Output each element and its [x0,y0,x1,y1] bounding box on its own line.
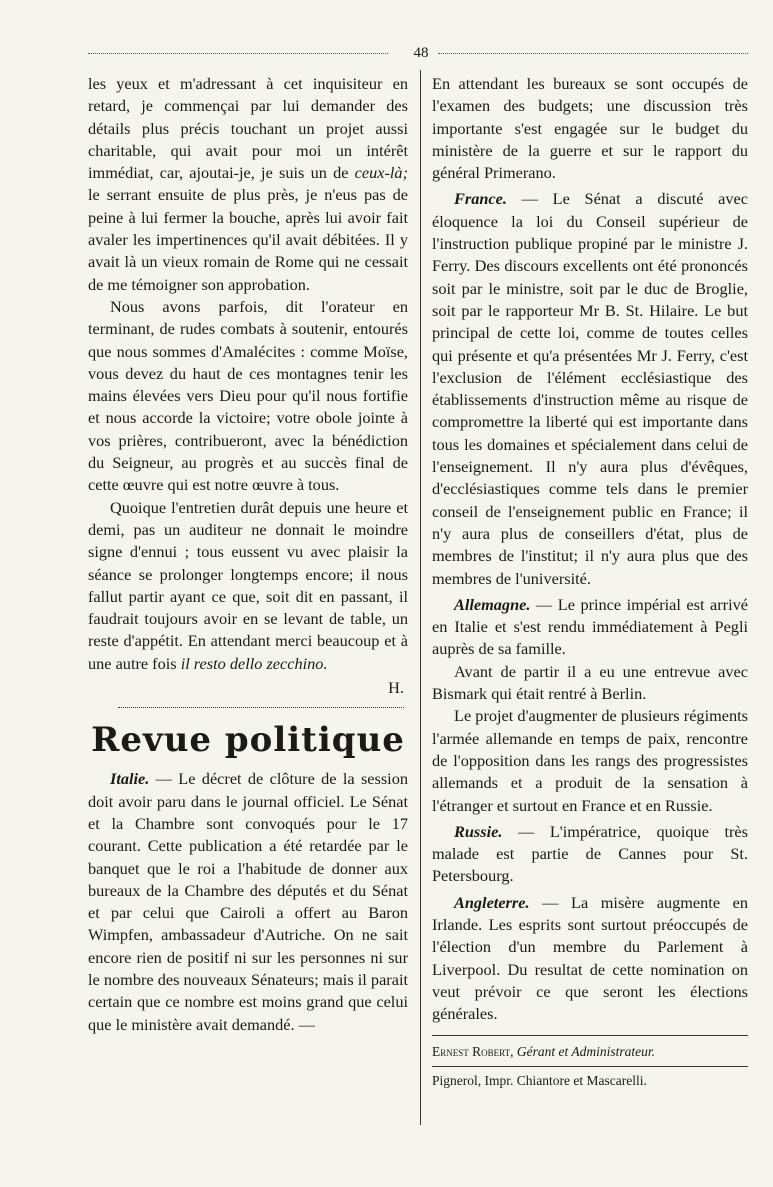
news-text: — La misère augmente en Irlande. Les esprits sont surtout préoccupés de l'élection d'un membre du Parlement à Liverpool. Du resultat de cette nomination on veut prévoir ce que seront les élections générales. [432,892,748,1024]
country-label: Angleterre. [454,892,530,912]
paragraph-text: les yeux et m'adressant à cet inquisiteur en retard, je commençai par lui demander des détails plus précis touchant un projet aussi charitable, qui avait pour moi un intérêt immédiat, car, ajoutai-je, je suis un de [88,74,408,183]
country-label: Italie. [110,769,150,789]
paragraph-conclusion [88,497,408,675]
left-column [88,73,408,1036]
manager-role: Gérant et Administrateur. [516,1044,655,1060]
manager-name: Ernest Robert, [432,1044,514,1060]
country-label: Allemagne. [454,594,531,614]
country-label: Russie. [454,821,503,841]
right-column [432,73,748,1091]
news-allemagne-p2: Avant de partir il a eu une entrevue avec Bismark qui était rentré à Berlin. [432,661,748,704]
italic-phrase: il resto dello zecchino. [180,653,328,673]
column-divider [420,70,421,1125]
news-russie [432,821,748,888]
footer-rule-2 [432,1066,748,1067]
footer-rule [432,1035,748,1036]
page-header [88,44,748,62]
news-text: — Le Sénat a discuté avec éloquence la loi du Conseil supérieur de l'instruction publique propiné par le ministre J. Ferry. Des discours excellents ont été prononcés soit par le ministre, soit par le duc de Broglie, soit par le rapporteur Mr B. St. Hilaire. Le but principal de cette loi, comme de toutes celles qui présente et qu'a présentées Mr J. Ferry, c'est l'exclusion de l'élément ecclésiastique des établissements d'instruction même au risque de compromettre la liberté qui est importante dans tous les domaines et spécialement dans celui de l'enseignement. Il n'y aura plus d'évêques, d'ecclésiastiques comme tels dans le premier conseil de l'enseignement public en France; il n'y aura plus de conseillers d'état, plus de membres de l'institut; il n'y aura plus que des membres de l'université. [432,189,748,588]
paragraph-text-end: le serrant ensuite de plus près, je n'eus pas de peine à lui fermer la bouche, après lui avoir fait avaler les impertinences qu'il avait débitées. Il y avait là un vieux romain de Rome qui ne cessait de me témoigner son approbation. [88,185,408,294]
header-rule-left [88,53,388,54]
section-title: Revue politique [91,720,405,761]
footer-manager [432,1042,748,1062]
news-france [432,188,748,589]
news-italie [88,768,408,1036]
news-allemagne [432,594,748,661]
news-text: — Le prince impérial est arrivé en Italie et s'est rendu immédiatement à Pegli auprès de sa famille. [432,594,748,659]
news-angleterre [432,892,748,1026]
news-text: — Le décret de clôture de la session doit avoir paru dans le journal officiel. Le Sénat et la Chambre sont convoqués pour le 17 courant. Cette publication a été retardée par le banquet que le roi a l'habitude de donner aux bureaux de la Chambre des députés et du Sénat et par celui que Cairoli a offert au Baron Wimpfen, ambassadeur d'Autriche. On ne sait encore rien de positif ni sur les personnes ni sur le nombre des nouveaux Sénateurs; mais il parait certain que ce nombre est moins grand que celui que le ministère avait demandé. — [88,769,408,1034]
paragraph-text: Quoique l'entretien durât depuis une heure et demi, pas un auditeur ne donnait le moindre signe d'ennui ; tous eussent vu avec plaisir la séance se prolonger longtemps encore; il nous fallut partir ayant ce que, soit dit en passant, il faudrait toujours avoir en se levant de table, un reste d'appétit. En attendant merci beaucoup et à une autre fois [88,497,408,673]
page-number: 48 [413,45,429,61]
paragraph-speech: Nous avons parfois, dit l'orateur en terminant, de rudes combats à soutenir, entourés que nous sommes d'Amalécites : comme Moïse, vous devez du haut de ces montagnes tenir les mains élevées vers Dieu pour qu'il nous fortifie et nous accorde la victoire; votre obole jointe à vos prières, contribueront, avec la bénédiction du Seigneur, au progrès et au succès final de cette œuvre qui est notre œuvre à tous. [88,296,408,495]
italic-phrase: ceux-là; [354,163,408,183]
news-allemagne-p3: Le projet d'augmenter de plusieurs régiments l'armée allemande en temps de paix, rencontre de l'opposition dans les rangs des progressistes allemands et a produit de la sensation à l'étranger et surtout en France et en Russie. [432,706,748,815]
country-label: France. [454,189,507,209]
header-rule-right [438,53,748,54]
news-text: — L'impératrice, quoique très malade est partie de Cannes pour St. Petersbourg. [432,821,748,886]
footer-printer: Pignerol, Impr. Chiantore et Mascarelli. [432,1073,647,1089]
section-separator [118,707,404,708]
signature: H. [388,678,404,698]
paragraph-continued: En attendant les bureaux se sont occupés de l'examen des budgets; une discussion très importante s'est engagée sur le budget du ministère de la guerre et sur le rapport du général Primerano. [432,74,748,183]
paragraph-intro [88,73,408,296]
